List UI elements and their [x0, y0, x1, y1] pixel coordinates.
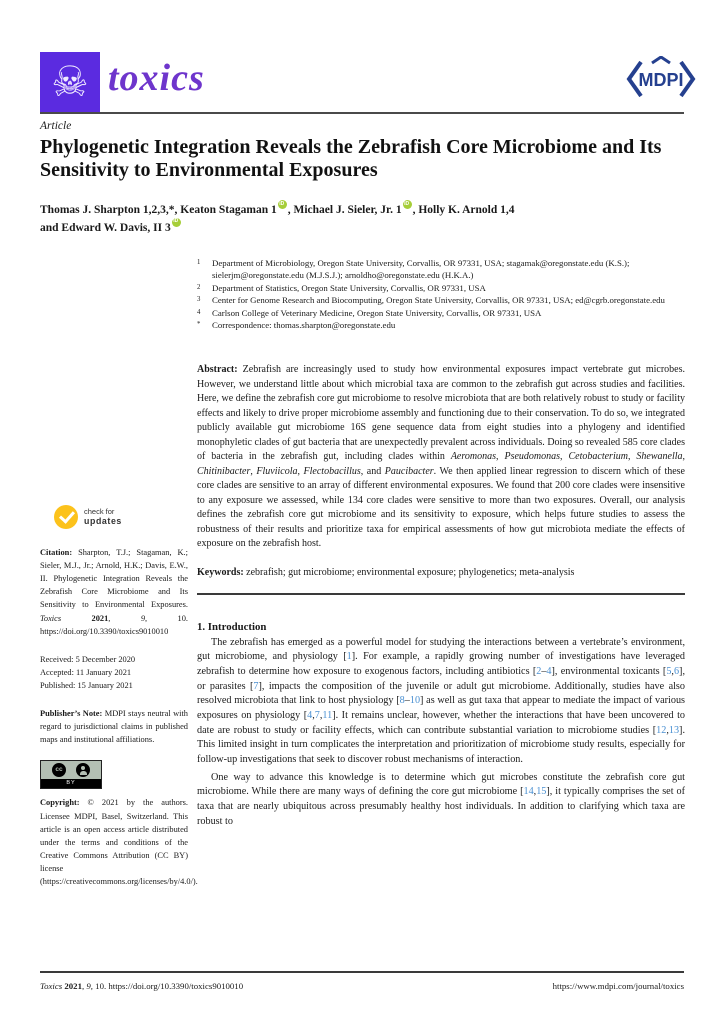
mdpi-logo-text: MDPI	[638, 70, 684, 90]
citation-link[interactable]: 12	[656, 724, 667, 736]
main-column	[197, 363, 685, 829]
affiliation-text: Department of Microbiology, Oregon State University, Corvallis, OR 97331, USA; stagamak@oregonstate.edu (K.S.); sielerjm@oregonstate.edu (M.J.S.J.); arnoldho@oregonstate.edu (H.K.A.)	[212, 258, 630, 281]
cc-by-label: BY	[66, 780, 76, 787]
citation-link[interactable]: 10	[409, 695, 421, 707]
affiliation-row	[197, 282, 689, 294]
mdpi-logo[interactable]	[626, 56, 696, 102]
citation-link[interactable]: 15	[536, 786, 547, 798]
affiliation-number: 3	[197, 296, 201, 304]
citation-link[interactable]: 7	[314, 709, 320, 721]
affiliation-row	[197, 257, 689, 282]
affiliations-block	[197, 257, 689, 332]
citation-link[interactable]: 6	[673, 665, 680, 677]
check-for-updates-line1: check for	[84, 506, 115, 516]
toxics-journal-logo[interactable]	[40, 52, 100, 112]
cc-by-license-badge[interactable]	[40, 760, 102, 787]
footer-divider	[40, 971, 684, 973]
citation-link[interactable]: 5	[666, 665, 672, 677]
attribution-person-icon	[76, 763, 90, 777]
affiliation-number: 4	[197, 308, 201, 316]
footer-journal-url[interactable]: https://www.mdpi.com/journal/toxics	[552, 981, 684, 991]
journal-name: toxics	[108, 57, 205, 99]
affiliation-row	[197, 294, 689, 306]
received-date: Received: 5 December 2020	[40, 654, 136, 664]
citation-link[interactable]: 1	[346, 651, 352, 663]
citation-link[interactable]: 2	[536, 665, 542, 677]
page-title: Phylogenetic Integration Reveals the Zebrafish Core Microbiome and Its Sensitivity to Environmental Exposures	[40, 136, 662, 182]
orcid-icon[interactable]	[403, 200, 412, 209]
article-type-label: Article	[40, 120, 72, 132]
affiliation-text: Carlson College of Veterinary Medicine, Oregon State University, Corvallis, OR 97331, USA	[212, 307, 542, 318]
citation-link[interactable]: 4	[546, 665, 552, 677]
keywords-divider	[197, 593, 685, 595]
citation-link[interactable]: 11	[322, 709, 333, 721]
affiliation-text: Department of Statistics, Oregon State University, Corvallis, OR 97331, USA	[212, 282, 486, 293]
published-date: Published: 15 January 2021	[40, 680, 133, 690]
sidebar	[40, 505, 198, 888]
header-divider	[40, 112, 684, 114]
citation-link[interactable]: 8	[399, 695, 405, 707]
citation-link[interactable]: 14	[523, 786, 534, 798]
keywords: Keywords: zebrafish; gut microbiome; environmental exposure; phylogenetics; meta-analysis	[197, 566, 575, 578]
affiliation-number: 1	[197, 259, 201, 266]
affiliation-text: Center for Genome Research and Biocomputing, Oregon State University, Corvallis, OR 97331, USA; ed@cgrb.oregonstate.edu	[212, 295, 665, 306]
authors-line: Thomas J. Sharpton 1,2,3,*, Keaton Stagaman 1 iD , Michael J. Sieler, Jr. 1 iD , Holly K. Arnold 1,4 and Edward W. Davis, II 3iD	[40, 202, 680, 238]
publisher-note: Publisher’s Note: MDPI stays neutral with regard to jurisdictional claims in published maps and institutional affiliations.	[40, 709, 188, 745]
orcid-icon[interactable]	[278, 200, 287, 209]
affiliation-row	[197, 307, 689, 319]
citation-link[interactable]: 7	[253, 680, 259, 692]
intro-paragraph-1: The zebrafish has emerged as a powerful model for studying the interactions between a vertebrate’s environment, gut microbiome, and physiology [1]. For example, a rapidly growing number of investigations have leveraged zebrafish to determine how exposure to exogenous factors, including antibiotics [2–4], environmental toxicants [5,6], or parasites [7], impacts the composition of the juvenile or adult gut microbiome. Additionally, studies have also resolved microbiota that link to host physiology [8–10] as well as gut taxa that appear to mediate the impact of various exposures on physiology [4,7,11]. It remains unclear, however, whether the interactions that have been uncovered to date are robust to study or facility effects, which can contribute substantial variation to microbiome studies [12,13]. This limited insight in turn complicates the interpretation and prioritization of microbiome study results, especially for follow-up investigations that seek to discover robust mechanisms of interaction.	[197, 636, 685, 765]
citation-link[interactable]: 4	[307, 709, 313, 721]
check-icon	[54, 505, 78, 529]
orcid-icon[interactable]	[172, 218, 181, 227]
correspondence-text: Correspondence: thomas.sharpton@oregonstate.edu	[212, 320, 396, 331]
citation-link[interactable]: 13	[668, 724, 680, 736]
check-for-updates-line2: updates	[84, 516, 122, 527]
copyright-notice: Copyright: © 2021 by the authors. Licensee MDPI, Basel, Switzerland. This article is an open access article distributed under the terms and conditions of the Creative Commons Attribution (CC BY) license (https://creativecommons.org/licenses/by/4.0/).	[40, 798, 198, 887]
check-for-updates-badge[interactable]	[54, 505, 188, 529]
accepted-date: Accepted: 11 January 2021	[40, 667, 132, 677]
footer-citation: Toxics 2021, 9, 10. https://doi.org/10.3390/toxics9010010	[40, 981, 244, 991]
citation-block: Citation: Sharpton, T.J.; Stagaman, K.; Sieler, M.J., Jr.; Arnold, H.K.; Davis, E.W., II. Phylogenetic Integration Reveals the Zebrafish Core Microbiome and Its Sensitivity to Environmental Exposures. Toxics 2021, 9, 10. https://doi.org/10.3390/toxics9010010	[40, 548, 189, 636]
correspondence-marker: *	[197, 321, 201, 329]
section-heading-introduction: 1. Introduction	[197, 620, 267, 633]
intro-paragraph-2: One way to advance this knowledge is to determine which gut microbes constitute the zebrafish core gut microbiome. While there are many ways of defining the core gut microbiome [14,15], it typically comprises the set of taxa that are nearly ubiquitous across presumably healthy host individuals. In addition to clarifying which taxa are robust to	[197, 771, 685, 827]
affiliation-number: 2	[197, 283, 201, 291]
correspondence-row	[197, 319, 689, 331]
skull-crossbones-icon: ☠	[51, 57, 89, 106]
dates-block	[40, 653, 188, 692]
abstract: Abstract: Zebrafish are increasingly used to study how environmental exposures impact vertebrate gut microbes. However, we understand little about which microbial taxa are common to the zebrafish gut across studies and facilities. Here, we define the zebrafish core gut microbiome to resolve microbiota that are both relatively robust to study or facility effects and likely to drive proper microbiome assembly and functioning due to their conservation. To do so, we integrated publicly available gut microbiome 16S gene sequence data from eight studies into a phylogeny and identified monophyletic clades of gut bacteria that are unexpectedly prevalent across individuals. Doing so revealed 585 core clades of bacteria in the zebrafish gut, including clades within Aeromonas, Pseudomonas, Cetobacterium, Shewanella, Chitinibacter, Fluviicola, Flectobacillus, and Paucibacter. We then applied linear regression to discern which of these core clades are sensitive to an array of different environmental exposures. We found that 200 core clades were insensitive to any exposure we assessed, while 134 core clades were sensitive to more than two exposures. Overall, our analysis defines the zebrafish core gut microbiome and its sensitivity to exposure, which helps future studies to assess the robustness of their results and prioritize taxa for empirical assessments of how gut microbiota mediate the effects of exposure on the zebrafish host.	[197, 364, 686, 549]
creative-commons-icon: cc	[52, 763, 66, 777]
